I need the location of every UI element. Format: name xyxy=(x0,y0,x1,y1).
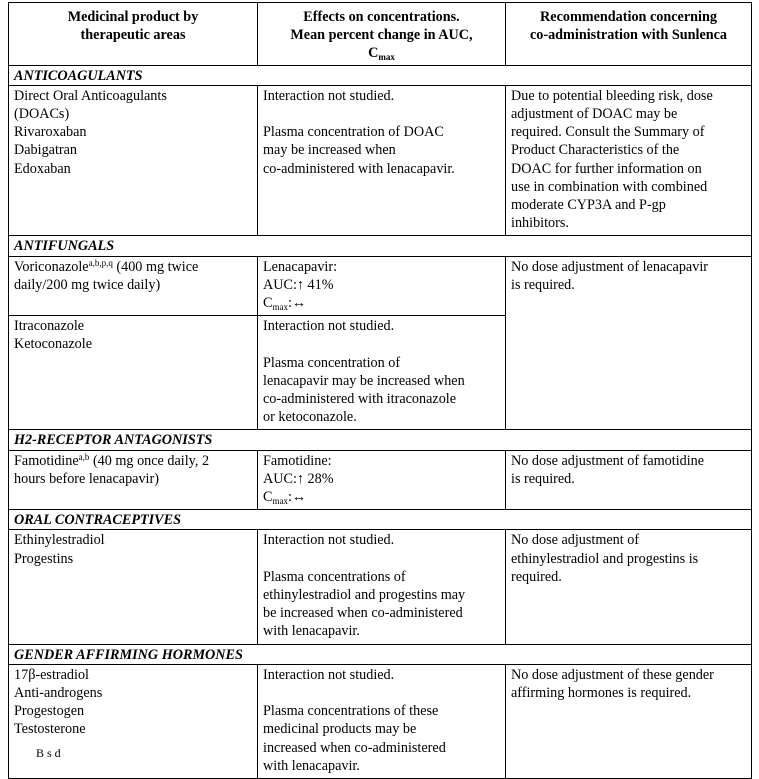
section-row xyxy=(9,236,752,256)
section-row xyxy=(9,430,752,450)
section-title-gender-affirming: GENDER AFFIRMING HORMONES xyxy=(9,644,752,664)
section-row xyxy=(9,644,752,664)
table-row xyxy=(9,450,752,510)
effect-cell: Interaction not studied. Plasma concentrations of ethinylestradiol and progestins may be increased when co-administered with lenacapavir. xyxy=(258,530,506,644)
effect-cell: Lenacapavir: AUC:↑ 41% $C_{max}:\leftrightarrow$ xyxy=(258,256,506,316)
footnote-fragment: B s d xyxy=(36,746,61,760)
interaction-table-page xyxy=(8,2,751,779)
drug-cell: Ethinylestradiol Progestins xyxy=(9,530,258,644)
recommendation-cell: No dose adjustment of lenacapavir is required. xyxy=(506,256,752,430)
recommendation-cell: Due to potential bleeding risk, dose adjustment of DOAC may be required. Consult the Summary of Product Characteristics of the DOAC for further information on use in combination with combined moderate CYP3A and P-gp inhibitors. xyxy=(506,85,752,236)
header-recommendation: Recommendation concerning co-administration with Sunlenca xyxy=(506,3,752,66)
effect-cell: Famotidine: AUC:↑ 28% $C_{max}:\leftrightarrow$ xyxy=(258,450,506,510)
recommendation-cell: No dose adjustment of ethinylestradiol and progestins is required. xyxy=(506,530,752,644)
table-row xyxy=(9,256,752,316)
section-title-anticoagulants: ANTICOAGULANTS xyxy=(9,65,752,85)
section-row xyxy=(9,65,752,85)
effect-cell: Interaction not studied. Plasma concentration of lenacapavir may be increased when co-administered with itraconazole or ketoconazole. xyxy=(258,316,506,430)
table-header-row xyxy=(9,3,752,66)
effect-cell: Interaction not studied. Plasma concentrations of these medicinal products may be increased when co-administered with lenacapavir. xyxy=(258,664,506,778)
table-row xyxy=(9,85,752,236)
drug-cell: Voriconazole$^{a,b,p,q}$ (400 mg twice daily/200 mg twice daily) xyxy=(9,256,258,316)
effect-cell: Interaction not studied. Plasma concentration of DOAC may be increased when co-administered with lenacapavir. xyxy=(258,85,506,236)
drug-cell: Direct Oral Anticoagulants (DOACs) Rivaroxaban Dabigatran Edoxaban xyxy=(9,85,258,236)
drug-cell: Famotidine$^{a,b}$ (40 mg once daily, 2 hours before lenacapavir) xyxy=(9,450,258,510)
header-effects: Effects on concentrations. Mean percent change in AUC, $C_{max}$ xyxy=(258,3,506,66)
recommendation-cell: No dose adjustment of these gender affirming hormones is required. xyxy=(506,664,752,778)
drug-cell: Itraconazole Ketoconazole xyxy=(9,316,258,430)
section-row xyxy=(9,510,752,530)
header-cmax: $C_{max}$ xyxy=(368,45,395,63)
section-title-antifungals: ANTIFUNGALS xyxy=(9,236,752,256)
drug-cell: 17β-estradiol Anti-androgens Progestogen Testosterone xyxy=(9,664,258,778)
table-row xyxy=(9,530,752,644)
drug-interaction-table xyxy=(8,2,752,779)
recommendation-cell: No dose adjustment of famotidine is required. xyxy=(506,450,752,510)
section-title-h2-receptor: H2-RECEPTOR ANTAGONISTS xyxy=(9,430,752,450)
table-row xyxy=(9,664,752,778)
header-medicinal-product: Medicinal product by therapeutic areas xyxy=(9,3,258,66)
section-title-oral-contraceptives: ORAL CONTRACEPTIVES xyxy=(9,510,752,530)
